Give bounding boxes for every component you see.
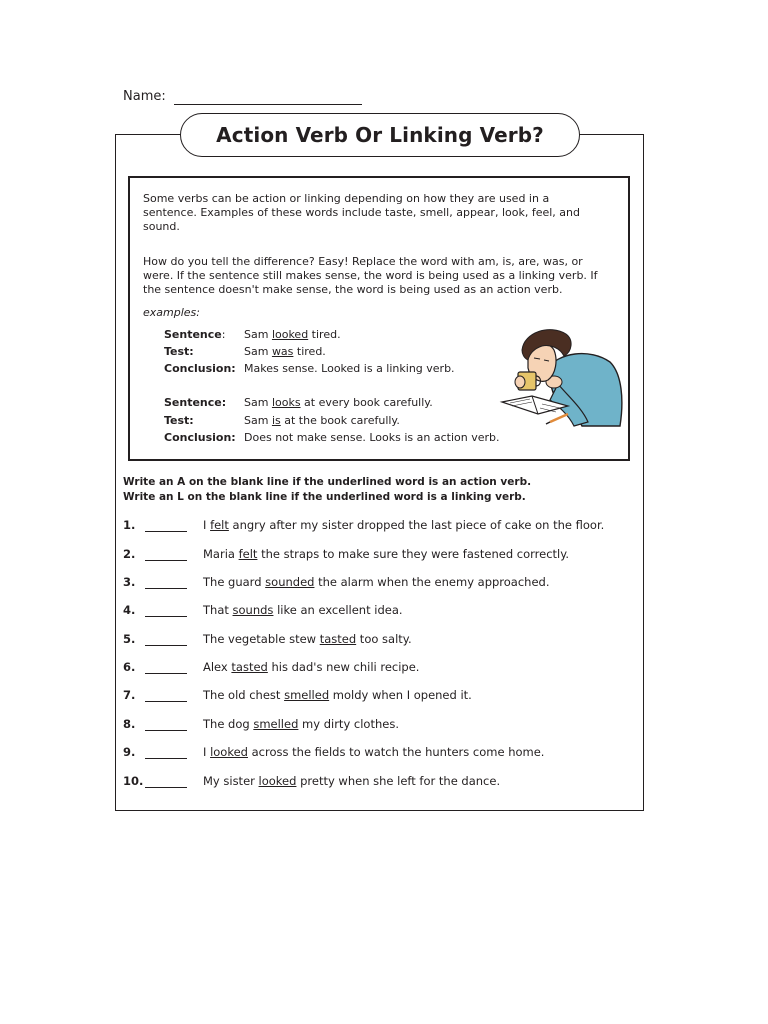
underlined-verb: felt [210,518,229,532]
question-number: 1. [123,518,136,532]
example-1-test: Sam was tired. [244,345,326,358]
underlined-verb: sounded [265,575,315,589]
underlined-verb: smelled [253,717,299,731]
hand-shape [515,376,525,388]
intro-p1-line: sound. [143,220,180,233]
underlined-verb: looked [271,328,309,341]
answer-blank[interactable] [145,730,187,731]
question-number: 6. [123,660,136,674]
example-2-conclusion-label: Conclusion: [164,431,236,444]
intro-p1-line: sentence. Examples of these words include taste, smell, appear, look, feel, and [143,206,580,219]
reading-student-illustration [498,322,626,432]
intro-p2-line: How do you tell the difference? Easy! Replace the word with am, is, are, was, or [143,255,583,268]
answer-blank[interactable] [145,560,187,561]
underlined-verb: sounds [232,603,274,617]
underlined-verb: tasted [231,660,268,674]
example-2-conclusion: Does not make sense. Looks is an action verb. [244,431,500,444]
underlined-verb: looks [271,396,301,409]
question-number: 9. [123,745,136,759]
question-text: My sister looked pretty when she left for the dance. [203,774,501,788]
answer-blank[interactable] [145,645,187,646]
example-1-sentence: Sam looked tired. [244,328,341,341]
instruction-line-2: Write an L on the blank line if the underlined word is a linking verb. [123,491,526,503]
answer-blank[interactable] [145,616,187,617]
answer-blank[interactable] [145,531,187,532]
underlined-verb: felt [238,547,258,561]
intro-p2-line: were. If the sentence still makes sense, the word is being used as a linking verb. If [143,269,598,282]
answer-blank[interactable] [145,673,187,674]
underlined-verb: is [271,414,281,427]
example-2-test-label: Test: [164,414,194,427]
intro-paragraph-2 [143,255,618,297]
underlined-verb: smelled [284,688,330,702]
question-text: The vegetable stew tasted too salty. [203,632,412,646]
question-number: 2. [123,547,136,561]
answer-blank[interactable] [145,588,187,589]
intro-p1-line: Some verbs can be action or linking depending on how they are used in a [143,192,550,205]
example-1-test-label: Test: [164,345,194,358]
answer-blank[interactable] [145,701,187,702]
underlined-verb: looked [210,745,248,759]
question-number: 10. [123,774,144,788]
example-1-conclusion-label: Conclusion: [164,362,236,375]
example-1-sentence-label: Sentence: [164,328,226,341]
worksheet-title: Action Verb Or Linking Verb? [180,113,580,157]
pencil-shape [550,414,568,422]
underlined-verb: was [271,345,294,358]
question-number: 3. [123,575,136,589]
intro-paragraph-1 [143,192,618,234]
intro-p2-line: the sentence doesn't make sense, the word is being used as an action verb. [143,283,563,296]
name-blank-line[interactable] [174,104,362,105]
question-text: The old chest smelled moldy when I opened it. [203,688,472,702]
question-text: The dog smelled my dirty clothes. [203,717,399,731]
underlined-verb: looked [258,774,297,788]
question-text: That sounds like an excellent idea. [203,603,403,617]
question-number: 7. [123,688,136,702]
answer-blank[interactable] [145,758,187,759]
question-text: Alex tasted his dad's new chili recipe. [203,660,420,674]
question-number: 5. [123,632,136,646]
example-2-test: Sam is at the book carefully. [244,414,400,427]
example-2-sentence-label: Sentence: [164,396,227,409]
examples-label: examples: [143,306,200,319]
example-2-sentence: Sam looks at every book carefully. [244,396,433,409]
name-label: Name: [123,89,166,104]
question-text: I felt angry after my sister dropped the last piece of cake on the floor. [203,518,605,532]
instruction-line-1: Write an A on the blank line if the underlined word is an action verb. [123,476,532,488]
question-text: Maria felt the straps to make sure they were fastened correctly. [203,547,570,561]
example-1-conclusion: Makes sense. Looked is a linking verb. [244,362,455,375]
answer-blank[interactable] [145,787,187,788]
question-number: 4. [123,603,136,617]
question-text: The guard sounded the alarm when the enemy approached. [203,575,550,589]
question-text: I looked across the fields to watch the hunters come home. [203,745,545,759]
underlined-verb: tasted [319,632,357,646]
question-number: 8. [123,717,136,731]
pencil-tip-shape [546,422,550,424]
